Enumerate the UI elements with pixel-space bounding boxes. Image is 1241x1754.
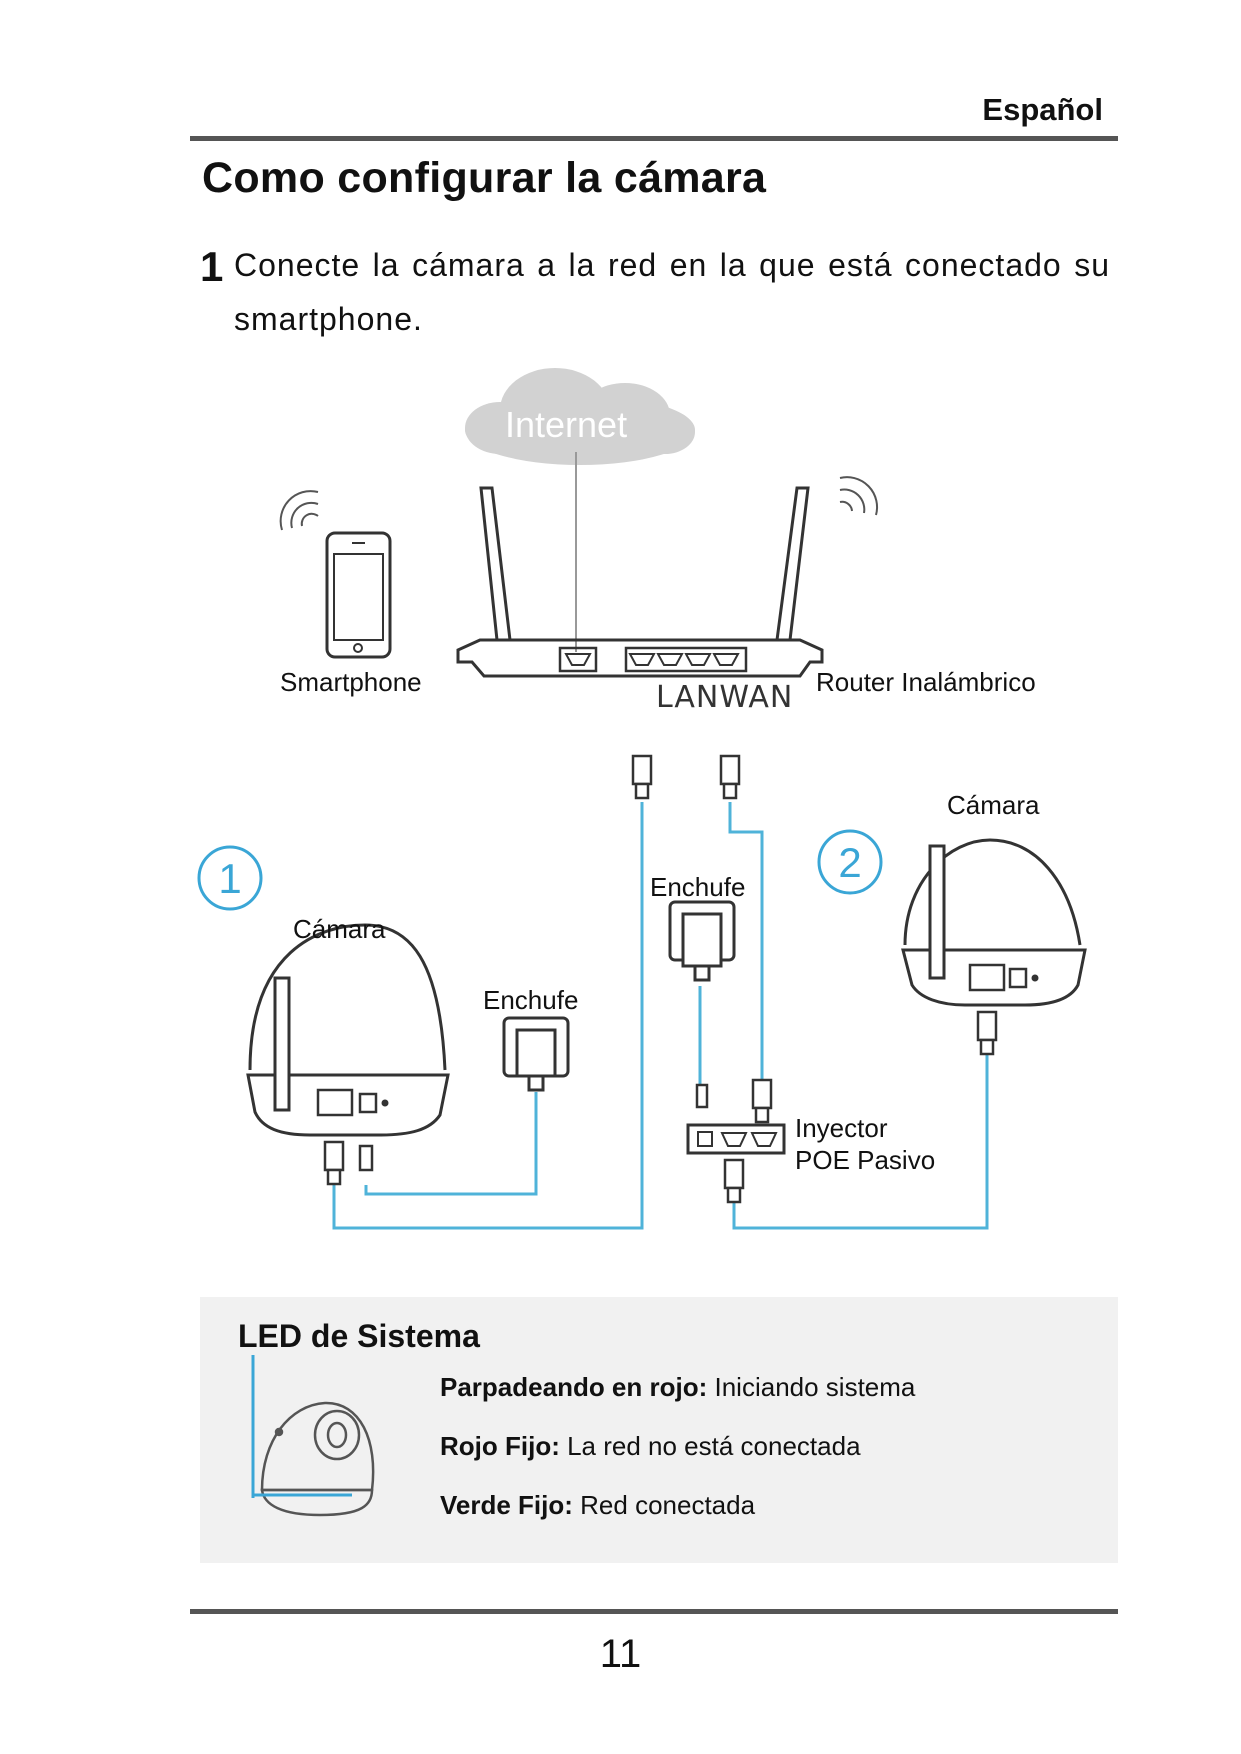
- led-meaning: La red no está conectada: [567, 1431, 861, 1461]
- led-panel-title: LED de Sistema: [238, 1318, 480, 1354]
- language-label: Español: [982, 92, 1103, 127]
- footer-rule: [190, 1609, 1118, 1614]
- camera-1-label: Cámara: [293, 914, 386, 944]
- plug-2-label: Enchufe: [650, 872, 746, 902]
- section-title: Como configurar la cámara: [202, 154, 767, 202]
- plug-1-label: Enchufe: [483, 985, 579, 1015]
- injector-label-line2: POE Pasivo: [795, 1145, 936, 1175]
- led-row-solid-green: [440, 1490, 755, 1521]
- step-number: 1: [200, 243, 224, 290]
- injector-label-line1: Inyector: [795, 1113, 888, 1143]
- option-2-number: 2: [838, 839, 862, 886]
- router-label: Router Inalámbrico: [816, 667, 1036, 697]
- option-1-number: 1: [218, 855, 242, 902]
- led-row-solid-red: [440, 1431, 861, 1462]
- led-camera-icon: [262, 1403, 373, 1515]
- router-ports-label: LANWAN: [656, 680, 794, 715]
- led-state: Verde Fijo:: [440, 1490, 573, 1520]
- led-state: Parpadeando en rojo:: [440, 1372, 708, 1402]
- smartphone-label: Smartphone: [280, 667, 422, 697]
- led-meaning: Red conectada: [580, 1490, 756, 1520]
- step-text: Conecte la cámara a la red en la que está conectado su smartphone.: [234, 247, 1110, 337]
- page-number: 11: [599, 1632, 642, 1676]
- camera-2-label: Cámara: [947, 790, 1040, 820]
- internet-label: Internet: [505, 404, 628, 445]
- led-meaning: Iniciando sistema: [714, 1372, 916, 1402]
- led-row-blinking-red: [440, 1372, 915, 1403]
- led-state: Rojo Fijo:: [440, 1431, 560, 1461]
